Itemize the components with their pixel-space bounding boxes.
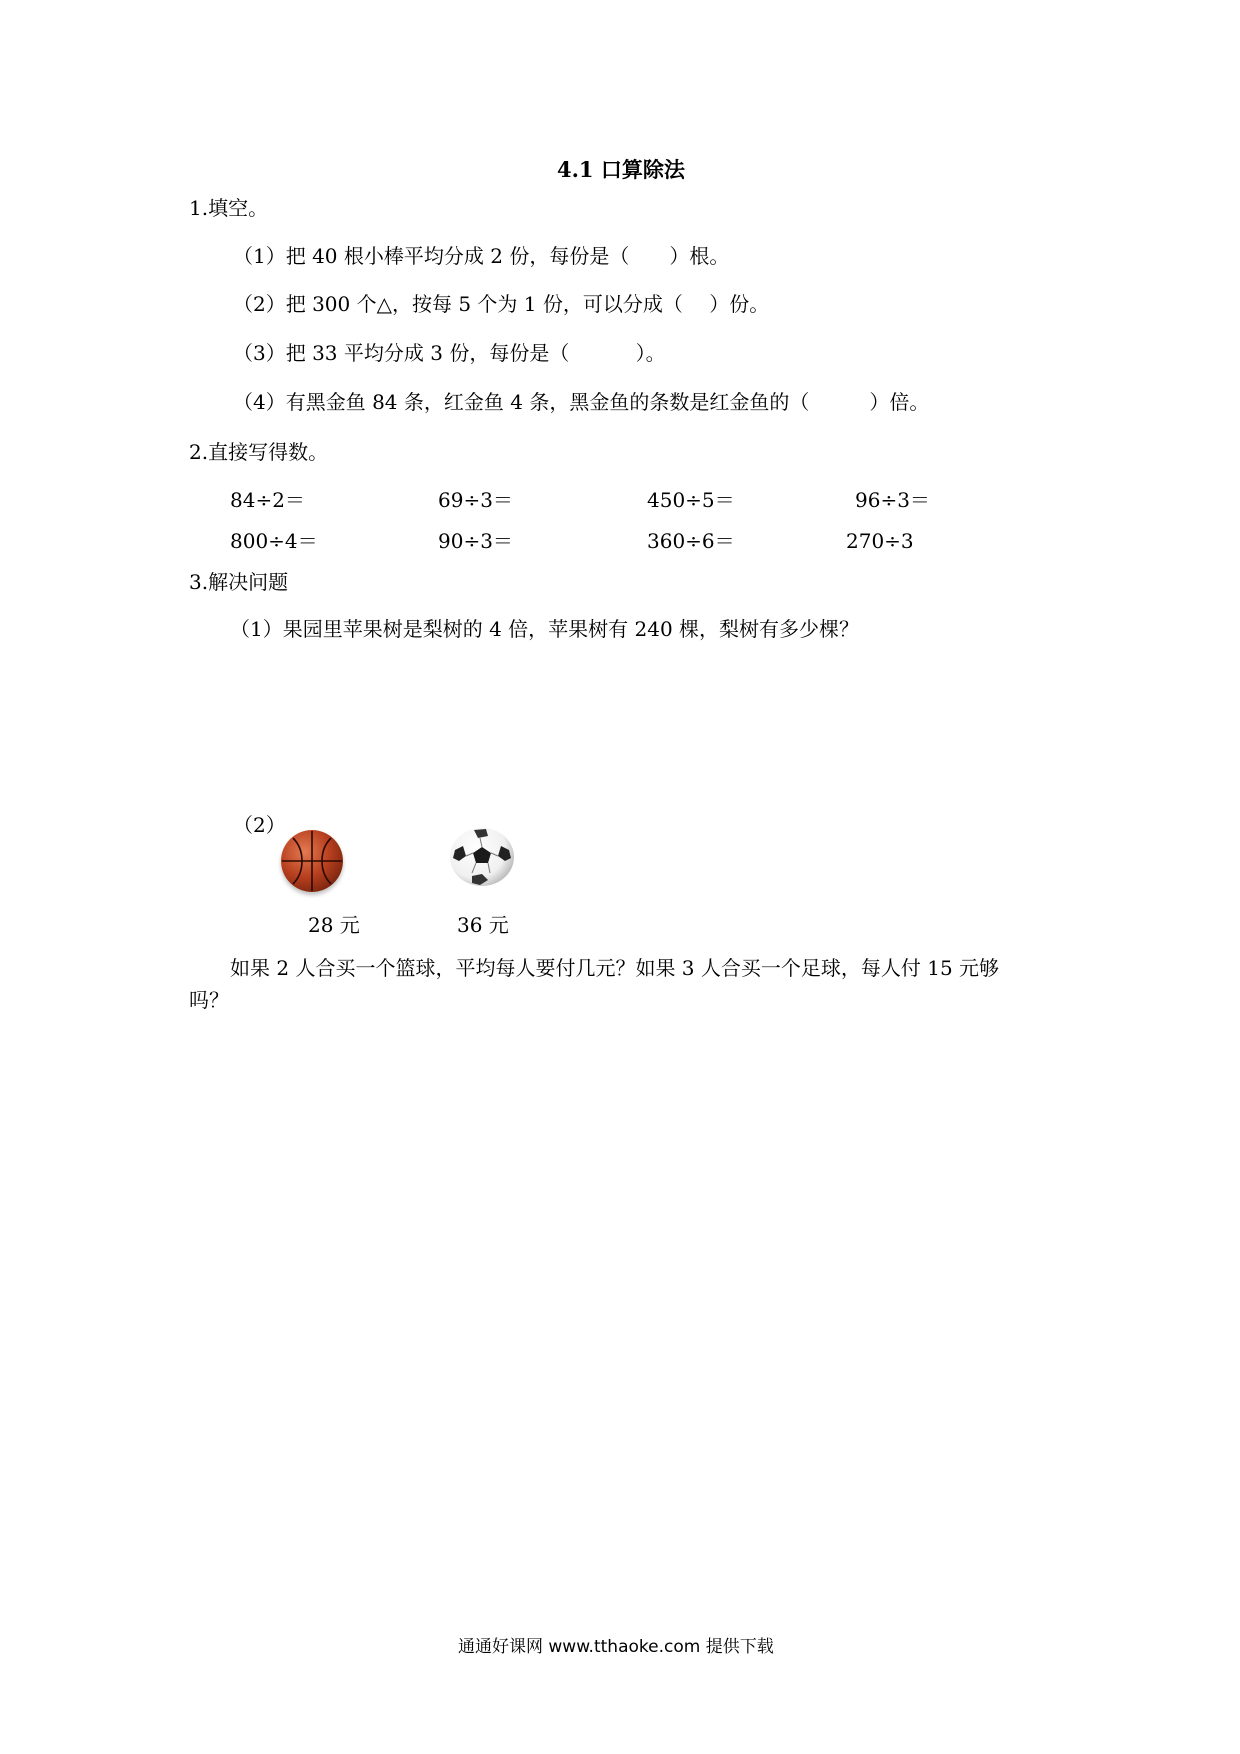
calc-2-4: 270÷3 bbox=[846, 529, 914, 553]
soccer-ball-price: 36 元 bbox=[457, 913, 509, 937]
fill-blank-item-1: （1）把 40 根小棒平均分成 2 份，每份是（ ）根。 bbox=[233, 244, 730, 268]
soccer-ball-image bbox=[450, 828, 514, 886]
fill-blank-item-2: （2）把 300 个△，按每 5 个为 1 份，可以分成（ ）份。 bbox=[233, 292, 770, 316]
calc-2-2: 90÷3＝ bbox=[438, 529, 513, 553]
word-problem-2-text: 如果 2 人合买一个篮球，平均每人要付几元？如果 3 人合买一个足球，每人付 15 元够 bbox=[230, 956, 1000, 980]
basketball-image bbox=[281, 830, 343, 892]
section-2-heading: 2.直接写得数。 bbox=[189, 440, 329, 464]
calc-1-3: 450÷5＝ bbox=[647, 488, 735, 512]
calc-1-4: 96÷3＝ bbox=[855, 488, 930, 512]
fill-blank-item-3: （3）把 33 平均分成 3 份，每份是（ ）。 bbox=[233, 341, 666, 365]
page-title: 4.1 口算除法 bbox=[557, 157, 685, 182]
footer-download-note: 通通好课网 www.tthaoke.com 提供下载 bbox=[458, 1637, 774, 1657]
calc-2-1: 800÷4＝ bbox=[230, 529, 318, 553]
word-problem-1: （1）果园里苹果树是梨树的 4 倍，苹果树有 240 棵，梨树有多少棵？ bbox=[230, 617, 860, 641]
calc-2-3: 360÷6＝ bbox=[647, 529, 735, 553]
section-3-heading: 3.解决问题 bbox=[189, 570, 289, 594]
fill-blank-item-4: （4）有黑金鱼 84 条，红金鱼 4 条，黑金鱼的条数是红金鱼的（ ）倍。 bbox=[233, 390, 930, 414]
word-problem-2-text-cont: 吗？ bbox=[189, 988, 229, 1012]
calc-1-1: 84÷2＝ bbox=[230, 488, 305, 512]
basketball-price: 28 元 bbox=[308, 913, 360, 937]
word-problem-2-label: （2） bbox=[233, 813, 286, 837]
section-1-heading: 1.填空。 bbox=[189, 196, 269, 220]
calc-1-2: 69÷3＝ bbox=[438, 488, 513, 512]
